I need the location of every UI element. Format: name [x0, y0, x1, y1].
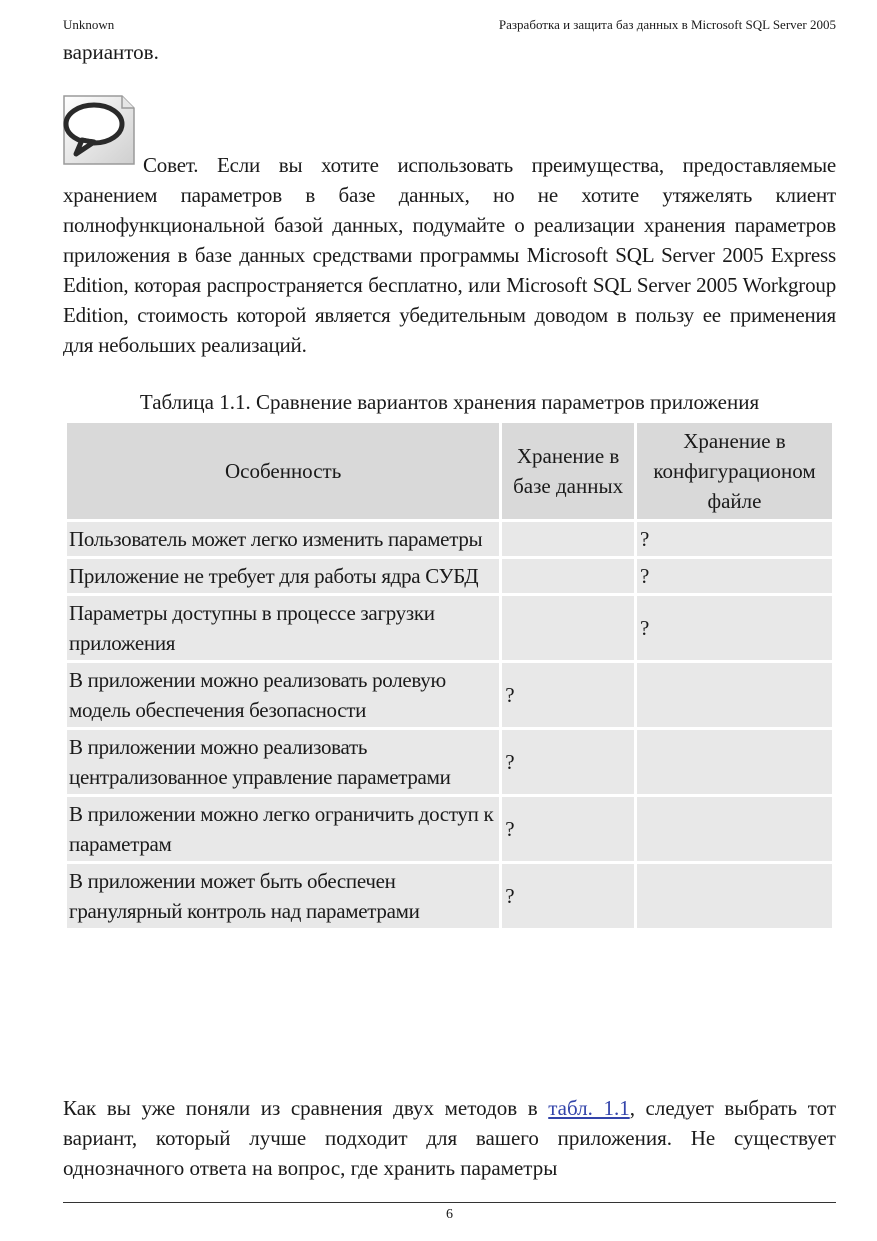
row-feature: В приложении может быть обеспечен гранулярный контроль над параметрами	[67, 864, 499, 928]
page-number: 6	[446, 1207, 453, 1222]
table-row	[67, 596, 832, 660]
table-row	[67, 559, 832, 593]
table-header-row	[67, 423, 832, 519]
row-file-cell: ?	[637, 596, 832, 660]
row-file-cell	[637, 864, 832, 928]
header-config-file: Хранение в конфигурационом файле	[637, 423, 832, 519]
row-db-cell	[502, 522, 634, 556]
row-db-cell: ?	[502, 864, 634, 928]
table-row	[67, 864, 832, 928]
row-feature: В приложении можно реализовать ролевую модель обеспечения безопасности	[67, 663, 499, 727]
row-db-cell: ?	[502, 797, 634, 861]
table-reference-link[interactable]: табл. 1.1	[548, 1096, 630, 1120]
row-file-cell	[637, 797, 832, 861]
table-row	[67, 730, 832, 794]
row-file-cell: ?	[637, 522, 832, 556]
table-caption: Таблица 1.1. Сравнение вариантов хранения параметров приложения	[139, 390, 760, 414]
footer-divider	[63, 1202, 836, 1203]
paragraph-text-start: Как вы уже поняли из сравнения двух методов в	[63, 1096, 549, 1120]
row-feature: В приложении можно реализовать централизованное управление параметрами	[67, 730, 499, 794]
table-row	[67, 797, 832, 861]
row-db-cell	[502, 596, 634, 660]
row-feature: Приложение не требует для работы ядра СУБД	[67, 559, 499, 593]
header-left: Unknown	[63, 17, 115, 32]
tip-paragraph: Совет. Если вы хотите использовать преимущества, предоставляемые хранением параметров в базе данных, но не хотите утяжелять клиент полнофункциональной базой данных, подумайте о реализации хранения параметров приложения в базе данных средствами программы Microsoft SQL Server 2005 Express Edition, которая распространяется бесплатно, или Microsoft SQL Server 2005 Workgroup Edition, стоимость которой является убедительным доводом в пользу ее применения для небольших реализаций.	[63, 153, 836, 357]
row-db-cell: ?	[502, 730, 634, 794]
row-feature: В приложении можно легко ограничить доступ к параметрам	[67, 797, 499, 861]
body-paragraph	[63, 1093, 836, 1183]
row-file-cell: ?	[637, 559, 832, 593]
table-row	[67, 663, 832, 727]
paragraph-text-end: , следует выбрать тот вариант, который лучше подходит для вашего приложения. Не существует однозначного ответа на вопрос, где хранить параметры	[63, 1096, 837, 1180]
header-database: Хранение в базе данных	[502, 423, 634, 519]
table-row	[67, 522, 832, 556]
header-feature: Особенность	[67, 423, 499, 519]
row-db-cell: ?	[502, 663, 634, 727]
continued-text: вариантов.	[63, 40, 159, 64]
row-file-cell	[637, 663, 832, 727]
comparison-table	[64, 420, 835, 931]
row-feature: Пользователь может легко изменить параметры	[67, 522, 499, 556]
header-title: Разработка и защита баз данных в Microsoft SQL Server 2005	[498, 17, 836, 32]
row-feature: Параметры доступны в процессе загрузки приложения	[67, 596, 499, 660]
row-file-cell	[637, 730, 832, 794]
row-db-cell	[502, 559, 634, 593]
